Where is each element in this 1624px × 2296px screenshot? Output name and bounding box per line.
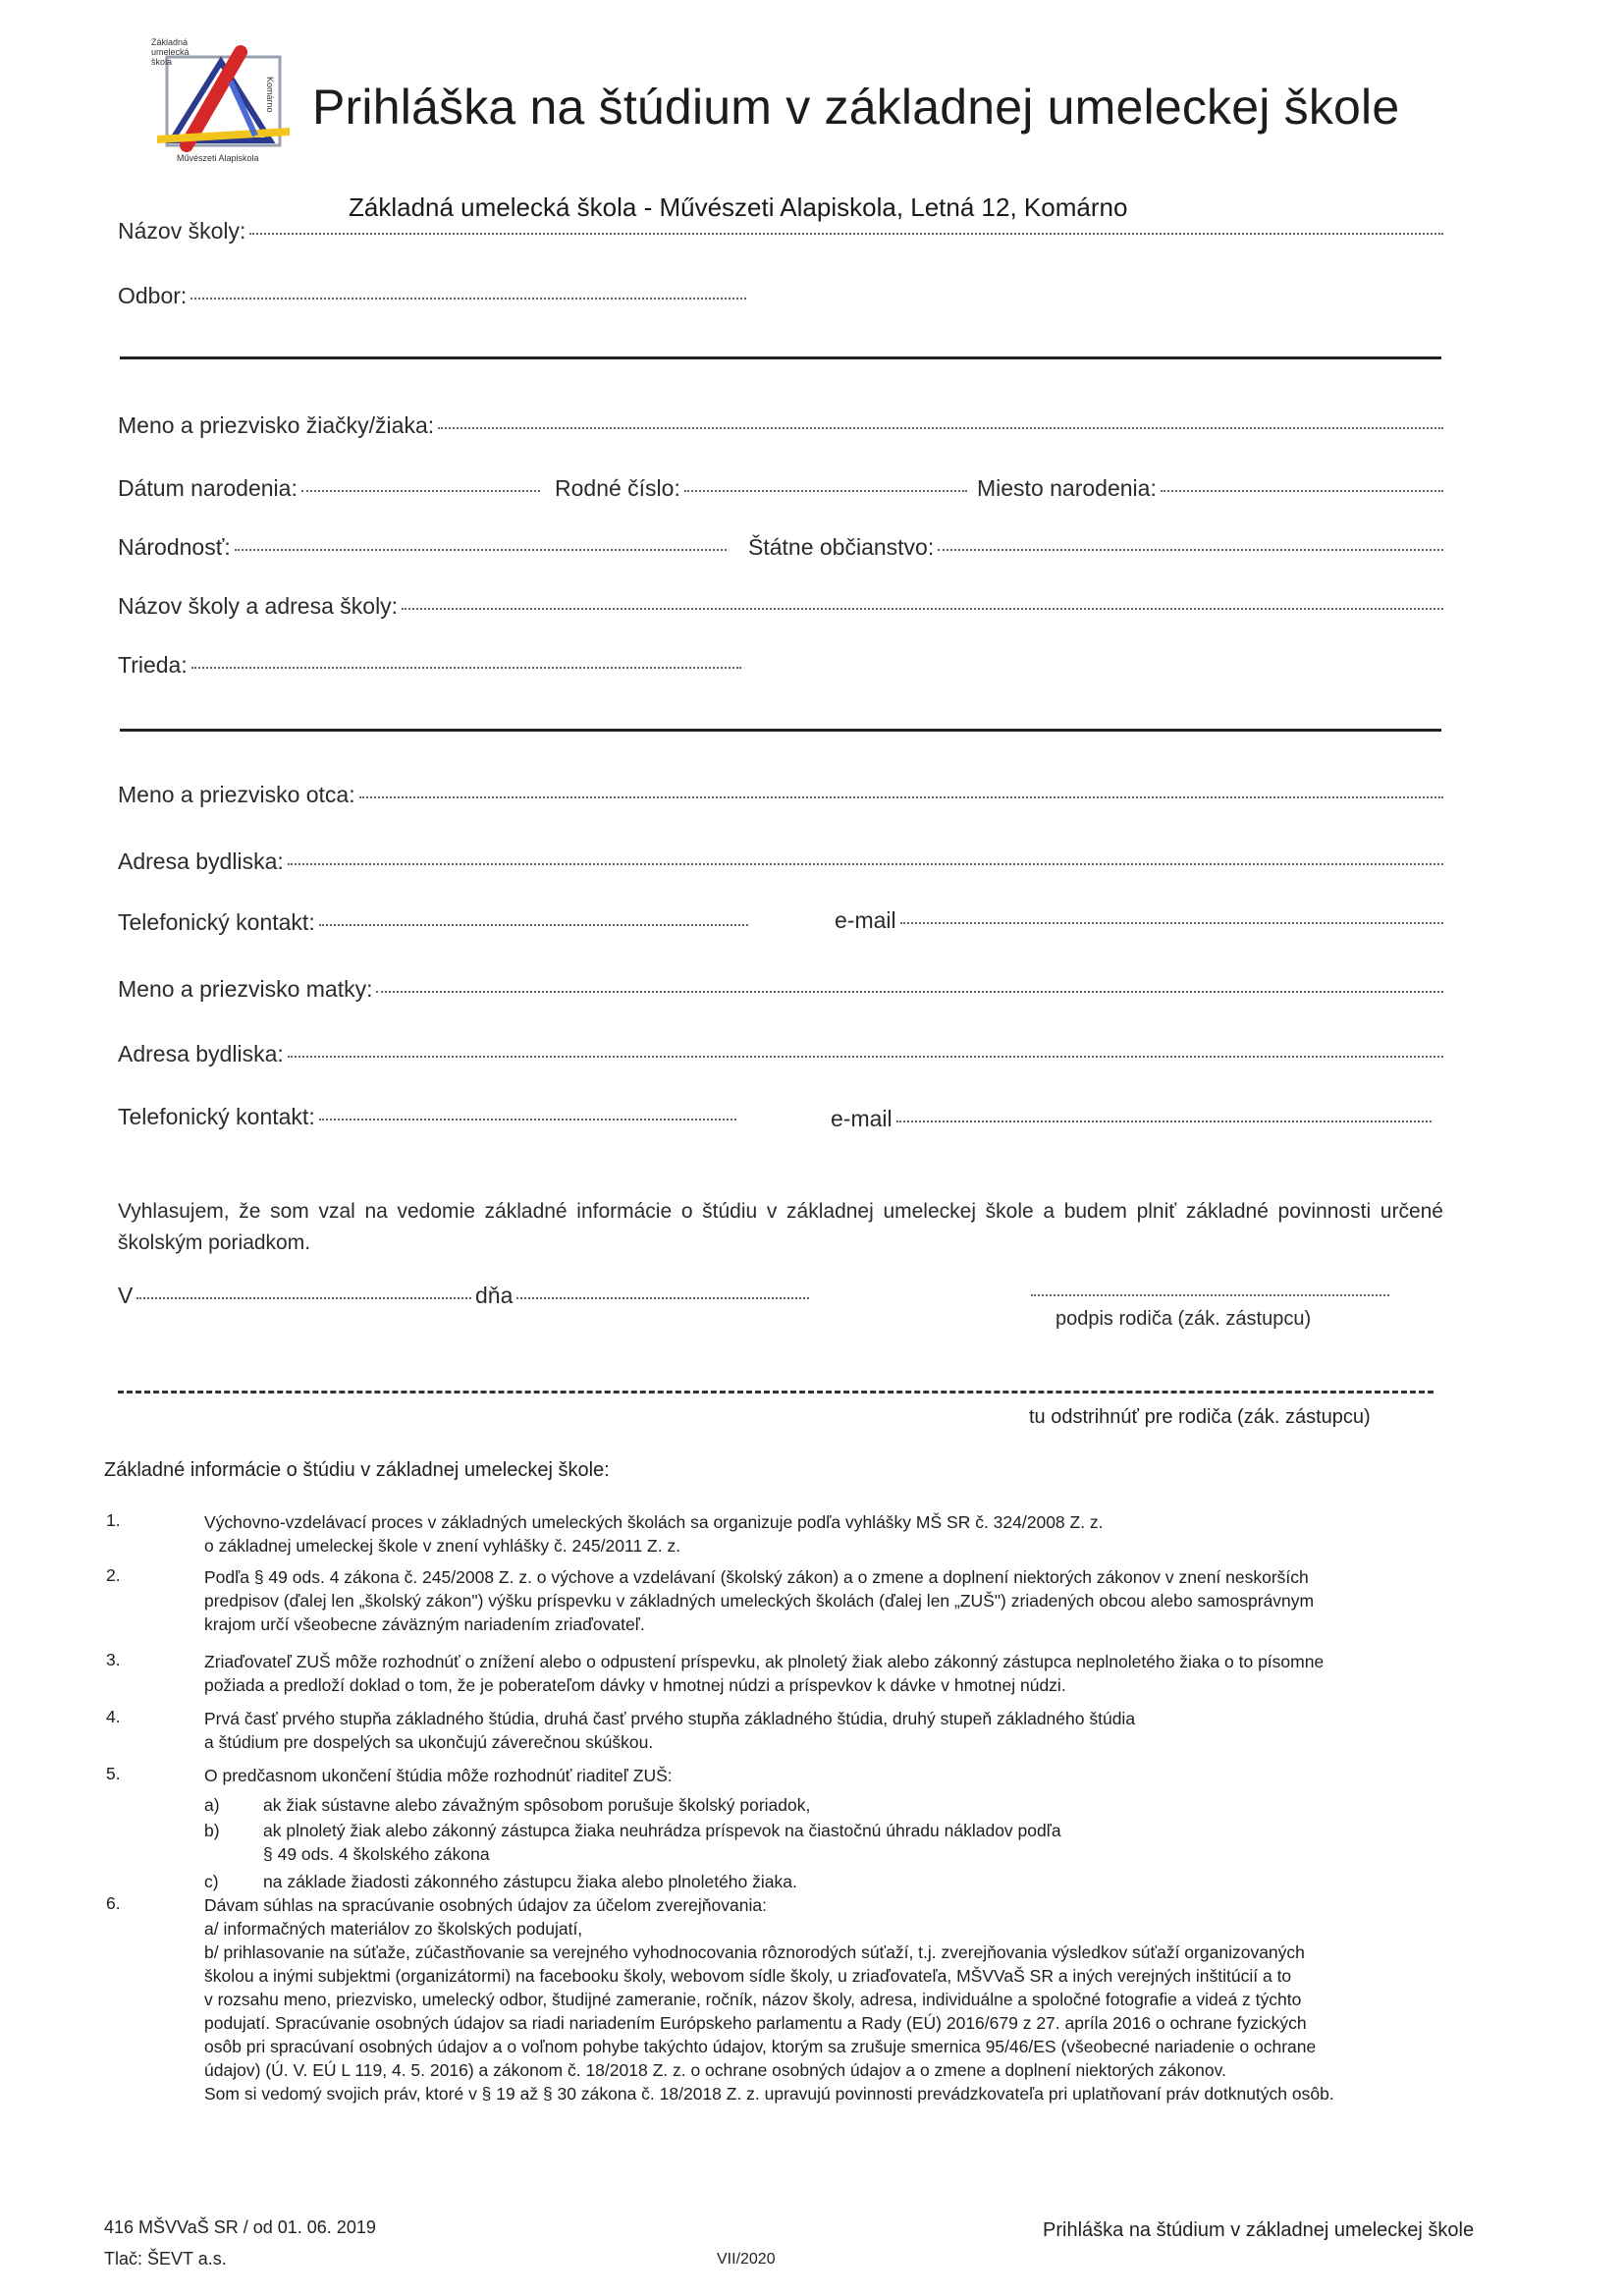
- item-line: na základe žiadosti zákonného zástupcu žiaka alebo plnoletého žiaka.: [263, 1872, 797, 1891]
- item-number: 4.: [106, 1707, 121, 1726]
- birth-place-line[interactable]: [1161, 489, 1443, 492]
- cut-label: tu odstrihnúť pre rodiča (zák. zástupcu): [1029, 1406, 1371, 1428]
- item-line: o základnej umeleckej škole v znení vyhlášky č. 245/2011 Z. z.: [204, 1536, 681, 1556]
- footer-title: Prihláška na štúdium v základnej umeleckej škole: [1043, 2219, 1475, 2241]
- logo-text-bottom: Művészeti Alapiskola: [177, 153, 259, 163]
- item-line: Výchovno-vzdelávací proces v základných umeleckých školách sa organizuje podľa vyhlášky MŠ SR č. 324/2008 Z. z.: [204, 1512, 1104, 1532]
- birth-date-line[interactable]: [301, 489, 540, 492]
- section-divider: [120, 356, 1441, 359]
- mother-email-label: e-mail: [831, 1106, 893, 1131]
- info-item-3: [204, 1650, 1324, 1697]
- item-line: Som si vedomý svojich práv, ktoré v § 19 až § 30 zákona č. 18/2018 Z. z. upravujú povinnosti prevádzkovateľa pri uplatňovaní práv dotknutých osôb.: [204, 2084, 1334, 2104]
- department-field[interactable]: [118, 283, 746, 309]
- item-line: ak žiak sústavne alebo závažným spôsobom porušuje školský poriadok,: [263, 1795, 811, 1815]
- mother-phone-label: Telefonický kontakt:: [118, 1104, 315, 1129]
- school-address-label: Názov školy a adresa školy:: [118, 593, 399, 619]
- mother-phone-line[interactable]: [319, 1118, 736, 1121]
- item-line: Prvá časť prvého stupňa základného štúdia, druhá časť prvého stupňa základného štúdia, druhý stupeň základného štúdia: [204, 1709, 1136, 1728]
- item-line: školou a inými subjektmi (organizátormi) na facebooku školy, webovom sídle školy, u zriaďovateľa, MŠVVaŠ SR a iných verejných inštitúcií a to: [204, 1966, 1292, 1986]
- item-line: b/ prihlasovanie na súťaže, zúčastňovanie sa verejného vyhodnocovania rôznorodých súťaží, t.j. zverejňovania výsledkov súťaží organizovaných: [204, 1942, 1305, 1962]
- item-line: Podľa § 49 ods. 4 zákona č. 245/2008 Z. z. o výchove a vzdelávaní (školský zákon) a o zmene a doplnení niektorých zákonov v znení neskorších: [204, 1567, 1309, 1587]
- date-line[interactable]: [516, 1296, 809, 1299]
- info-item-2: [204, 1565, 1314, 1636]
- school-name-field[interactable]: [118, 218, 1443, 245]
- father-email-label: e-mail: [835, 907, 896, 933]
- page-title: Prihláška na štúdium v základnej umeleckej škole: [312, 80, 1400, 135]
- school-logo: [147, 37, 295, 165]
- signature-line[interactable]: [1031, 1294, 1389, 1296]
- info-item-6: [204, 1893, 1471, 2105]
- birth-number-field[interactable]: [555, 475, 967, 502]
- department-line[interactable]: [190, 297, 746, 300]
- citizenship-label: Štátne občianstvo:: [748, 534, 935, 560]
- mother-address-field[interactable]: [118, 1041, 1443, 1067]
- subitem-number: b): [204, 1821, 220, 1840]
- item-number: 1.: [106, 1510, 121, 1530]
- school-address-field[interactable]: [118, 593, 1443, 620]
- birth-date-label: Dátum narodenia:: [118, 475, 298, 501]
- mother-address-line[interactable]: [288, 1055, 1443, 1058]
- mother-name-line[interactable]: [376, 990, 1443, 993]
- birth-place-label: Miesto narodenia:: [977, 475, 1157, 501]
- father-address-line[interactable]: [288, 862, 1443, 865]
- mother-phone-field[interactable]: [118, 1104, 736, 1130]
- item-line: osôb pri spracúvaní osobných údajov a o voľnom pohybe takýchto údajov, ktorým sa zrušuje smernica 95/46/ES (všeobecné nariadenie o ochrane: [204, 2037, 1317, 2056]
- student-name-label: Meno a priezvisko žiačky/žiaka:: [118, 412, 435, 438]
- school-name-line[interactable]: [249, 232, 1443, 235]
- father-email-field[interactable]: [835, 907, 1443, 934]
- item-line: Zriaďovateľ ZUŠ môže rozhodnúť o znížení alebo o odpustení príspevku, ak plnoletý žiak alebo zákonný zástupca neplnoletého žiaka o to písomne: [204, 1652, 1325, 1671]
- section-divider: [120, 729, 1441, 732]
- signature-label: podpis rodiča (zák. zástupcu): [1056, 1308, 1312, 1330]
- item-line: údajov) (Ú. V. EÚ L 119, 4. 5. 2016) a zákonom č. 18/2018 Z. z. o ochrane osobných údajov a o zmene a doplnení niektorých zákonov.: [204, 2060, 1226, 2080]
- department-label: Odbor:: [118, 283, 188, 308]
- father-email-line[interactable]: [900, 921, 1443, 924]
- form-code: 416 MŠVVaŠ SR / od 01. 06. 2019: [104, 2217, 376, 2237]
- father-phone-label: Telefonický kontakt:: [118, 909, 315, 935]
- class-field[interactable]: [118, 652, 741, 679]
- citizenship-field[interactable]: [748, 534, 1443, 561]
- info-item-4: [204, 1707, 1135, 1754]
- father-name-field[interactable]: [118, 782, 1443, 808]
- info-item-5: [204, 1764, 673, 1787]
- item-line: § 49 ods. 4 školského zákona: [263, 1844, 490, 1864]
- declaration-text: Vyhlasujem, že som vzal na vedomie základné informácie o štúdiu v základnej umeleckej škole a budem plniť základné povinnosti určené školským poriadkom.: [118, 1200, 1443, 1254]
- place-line[interactable]: [136, 1296, 471, 1299]
- logo-text-right: Komárno: [265, 77, 275, 113]
- citizenship-line[interactable]: [938, 548, 1443, 551]
- place-field[interactable]: [118, 1283, 471, 1309]
- nationality-field[interactable]: [118, 534, 727, 561]
- father-name-line[interactable]: [359, 795, 1443, 798]
- info-item-1: [204, 1510, 1104, 1558]
- item-number: 2.: [106, 1565, 121, 1585]
- item-line: ak plnoletý žiak alebo zákonný zástupca žiaka neuhrádza príspevok na čiastočnú úhradu nákladov podľa: [263, 1821, 1061, 1840]
- mother-name-field[interactable]: [118, 976, 1443, 1003]
- item-line: Dávam súhlas na spracúvanie osobných údajov za účelom zverejňovania:: [204, 1895, 767, 1915]
- item-number: 5.: [106, 1764, 121, 1783]
- info-subitem-a: [263, 1793, 810, 1817]
- cut-line: [118, 1391, 1434, 1394]
- school-name-value: Základná umelecká škola - Művészeti Alapiskola, Letná 12, Komárno: [349, 192, 1128, 222]
- mother-address-label: Adresa bydliska:: [118, 1041, 284, 1066]
- student-name-line[interactable]: [438, 426, 1443, 429]
- father-phone-field[interactable]: [118, 909, 748, 936]
- class-label: Trieda:: [118, 652, 188, 678]
- info-heading: Základné informácie o štúdiu v základnej umeleckej škole:: [104, 1459, 610, 1481]
- school-address-line[interactable]: [402, 607, 1443, 610]
- subitem-number: c): [204, 1872, 219, 1891]
- printer: Tlač: ŠEVT a.s.: [104, 2249, 227, 2269]
- school-name-label: Názov školy:: [118, 218, 246, 244]
- nationality-line[interactable]: [235, 548, 727, 551]
- father-address-field[interactable]: [118, 848, 1443, 875]
- birth-number-line[interactable]: [684, 489, 967, 492]
- birth-date-field[interactable]: [118, 475, 540, 502]
- item-line: krajom určí všeobecne záväzným nariadením zriaďovateľ.: [204, 1614, 645, 1634]
- subitem-number: a): [204, 1795, 220, 1815]
- mother-name-label: Meno a priezvisko matky:: [118, 976, 373, 1002]
- place-label: V: [118, 1283, 134, 1308]
- mother-email-line[interactable]: [896, 1120, 1432, 1122]
- mother-email-field[interactable]: [831, 1106, 1432, 1132]
- class-line[interactable]: [191, 666, 741, 669]
- item-line: O predčasnom ukončení štúdia môže rozhodnúť riaditeľ ZUŠ:: [204, 1766, 673, 1785]
- item-line: predpisov (ďalej len „školský zákon") výšku príspevku v základných umeleckých školách (ďalej len „ZUŠ") zriadených obcou alebo samosprávnym: [204, 1591, 1315, 1611]
- date-field[interactable]: [475, 1283, 809, 1309]
- father-name-label: Meno a priezvisko otca:: [118, 782, 355, 807]
- item-line: a štúdium pre dospelých sa ukončujú záverečnou skúškou.: [204, 1732, 654, 1752]
- birth-place-field[interactable]: [977, 475, 1443, 502]
- item-line: požiada a predloží doklad o tom, že je poberateľom dávky v hmotnej núdzi a príspevkov k dávke v hmotnej núdzi.: [204, 1675, 1066, 1695]
- item-line: podujatí. Spracúvanie osobných údajov sa riadi nariadením Európskeho parlamentu a Rady (EÚ) 2016/679 z 27. apríla 2016 o ochrane fyzických: [204, 2013, 1307, 2033]
- item-number: 6.: [106, 1893, 121, 1913]
- info-subitem-c: [263, 1870, 797, 1893]
- version: VII/2020: [717, 2251, 776, 2268]
- item-line: v rozsahu meno, priezvisko, umelecký odbor, študijné zameranie, ročník, názov školy, adresa, individuálne a spoločné fotografie a videá z týchto: [204, 1990, 1302, 2009]
- birth-number-label: Rodné číslo:: [555, 475, 680, 501]
- father-phone-line[interactable]: [319, 923, 748, 926]
- logo-text-left: Základná umelecká škola: [151, 37, 189, 67]
- item-number: 3.: [106, 1650, 121, 1669]
- father-address-label: Adresa bydliska:: [118, 848, 284, 874]
- nationality-label: Národnosť:: [118, 534, 231, 560]
- date-label: dňa: [475, 1283, 514, 1308]
- info-subitem-b: [263, 1819, 1061, 1866]
- item-line: a/ informačných materiálov zo školských podujatí,: [204, 1919, 583, 1939]
- student-name-field[interactable]: [118, 412, 1443, 439]
